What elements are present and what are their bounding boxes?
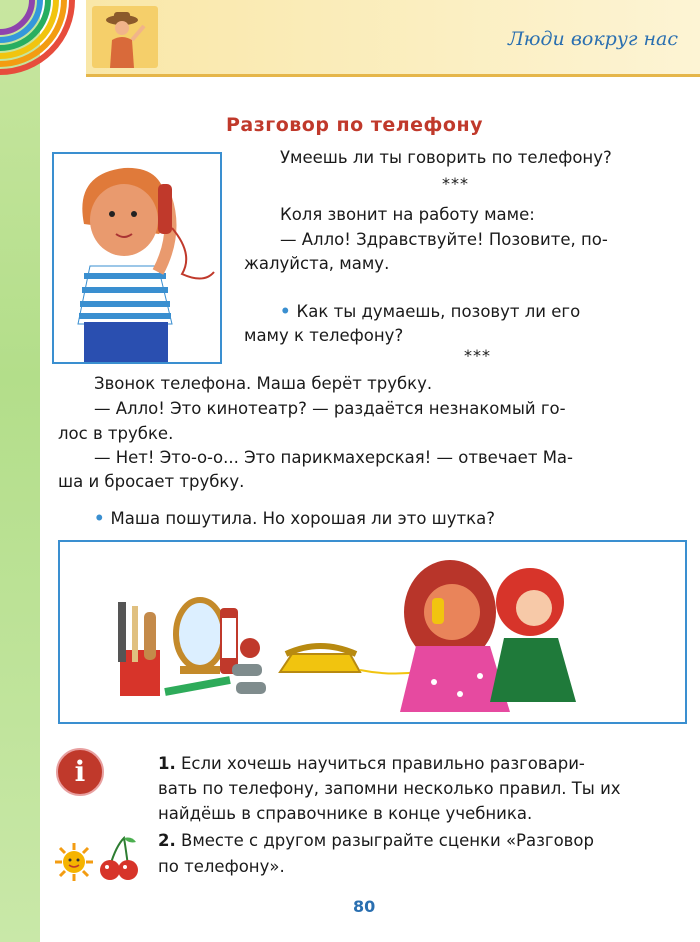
task1-number: 1.: [158, 754, 176, 773]
page-number: 80: [353, 897, 376, 916]
story1-line: — Алло! Здравствуйте! Позовите, по-: [280, 230, 608, 249]
task2-line: [158, 829, 594, 853]
story1-line: Коля звонит на работу маме:: [280, 205, 535, 224]
section-title: Люди вокруг нас: [507, 28, 678, 50]
question1-line: [280, 300, 580, 324]
story1-line: жалуйста, маму.: [244, 254, 390, 273]
task1-line: вать по телефону, запомни несколько правил. Ты их: [158, 779, 621, 798]
left-margin-strip: [0, 0, 40, 942]
intro-question: Умеешь ли ты говорить по телефону?: [280, 148, 612, 167]
task2-number: 2.: [158, 831, 176, 850]
separator-stars: ***: [464, 346, 491, 365]
task1-text: Если хочешь научиться правильно разговари-: [181, 754, 585, 773]
task2-text: Вместе с другом разыграйте сценки «Разговор: [181, 831, 594, 850]
masha-phone-scene-illustration: [58, 540, 687, 724]
story2-line: — Нет! Это-о-о... Это парикмахерская! — отвечает Ма-: [94, 448, 573, 467]
task1-line: найдёшь в справочнике в конце учебника.: [158, 804, 533, 823]
sun-icon: [54, 842, 94, 882]
question2-text: Маша пошутила. Но хорошая ли это шутка?: [110, 509, 495, 528]
story2-line: ша и бросает трубку.: [58, 472, 245, 491]
rainbow-decoration: [0, 0, 80, 90]
question2-line: [94, 507, 495, 531]
task2-line: по телефону».: [158, 857, 285, 876]
bullet-icon: •: [94, 509, 105, 528]
story2-line: лос в трубке.: [58, 424, 174, 443]
info-icon: i: [56, 748, 104, 796]
person-with-hat-icon: [92, 6, 158, 68]
question1-line: маму к телефону?: [244, 326, 404, 345]
page-title: Разговор по телефону: [226, 114, 483, 136]
separator-stars: ***: [442, 174, 469, 193]
story2-line: Звонок телефона. Маша берёт трубку.: [94, 374, 433, 393]
story2-line: — Алло! Это кинотеатр? — раздаётся незнакомый го-: [94, 399, 566, 418]
cherry-icon: [98, 836, 140, 882]
question1-text: Как ты думаешь, позовут ли его: [296, 302, 581, 321]
boy-on-phone-illustration: [52, 152, 222, 364]
bullet-icon: •: [280, 302, 291, 321]
task1-line: [158, 752, 585, 776]
